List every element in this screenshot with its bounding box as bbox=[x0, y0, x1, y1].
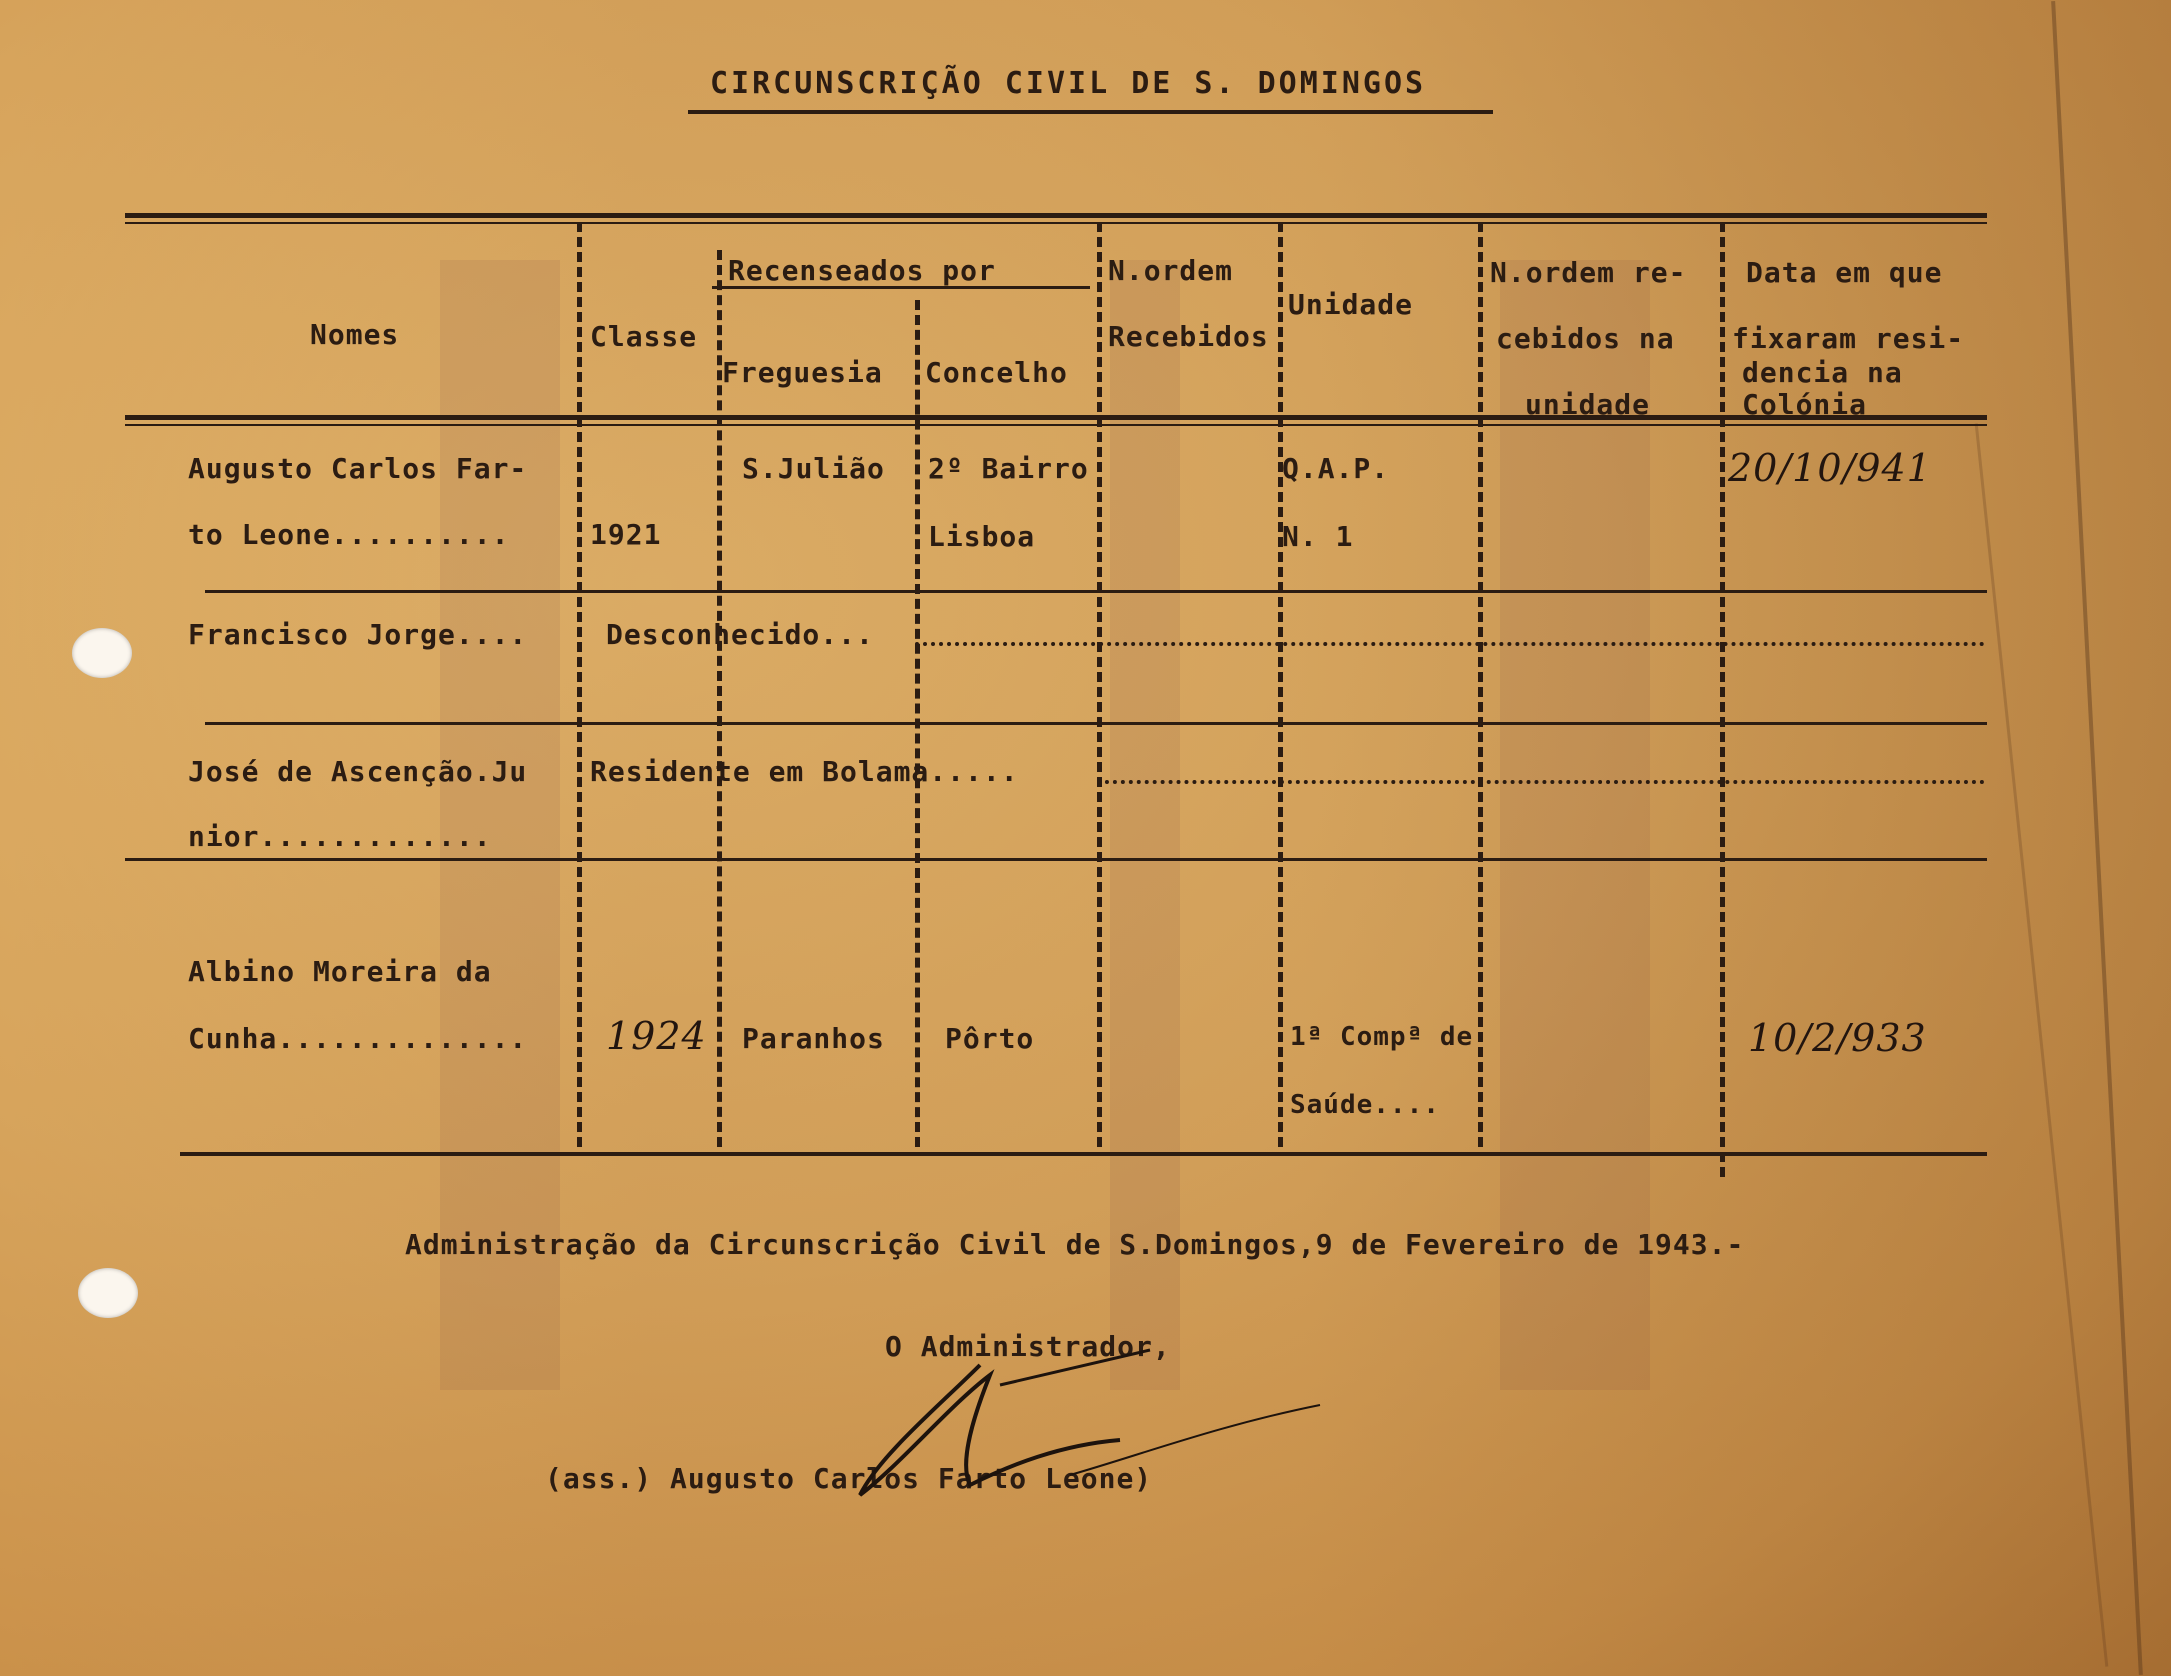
column-separator bbox=[1097, 222, 1102, 1147]
signed-name: (ass.) Augusto Carlos Farto Leone) bbox=[545, 1462, 1153, 1495]
table-bottom-rule bbox=[180, 1152, 1987, 1156]
row-name: to Leone.......... bbox=[188, 518, 510, 551]
column-separator bbox=[1478, 222, 1483, 1147]
header-nomes: Nomes bbox=[310, 318, 400, 351]
punch-hole bbox=[78, 1268, 138, 1318]
header-n-ordem: N.ordem bbox=[1108, 254, 1234, 287]
paper-fold bbox=[1975, 423, 2109, 1666]
row-concelho: 2º Bairro bbox=[928, 452, 1089, 485]
row-classe: 1921 bbox=[590, 518, 662, 551]
header-concelho: Concelho bbox=[925, 356, 1068, 389]
row-rule bbox=[125, 858, 1987, 861]
row-concelho: Pôrto bbox=[945, 1022, 1035, 1055]
header-n-ordem-unidade: cebidos na bbox=[1496, 322, 1675, 355]
table-top-rule bbox=[125, 213, 1987, 218]
header-n-ordem-unidade: N.ordem re- bbox=[1490, 256, 1687, 289]
row-note: Desconhecido... bbox=[606, 618, 874, 651]
handwritten-signature bbox=[820, 1345, 1340, 1515]
column-separator bbox=[577, 222, 582, 1147]
table-top-rule bbox=[125, 222, 1987, 224]
row-freguesia: S.Julião bbox=[742, 452, 885, 485]
row-unidade: Saúde.... bbox=[1290, 1090, 1440, 1120]
row-name: nior............. bbox=[188, 820, 492, 853]
row-name: Augusto Carlos Far- bbox=[188, 452, 528, 485]
row-concelho: Lisboa bbox=[928, 520, 1036, 553]
header-data: fixaram resi- bbox=[1732, 322, 1965, 355]
punch-hole bbox=[72, 628, 132, 678]
row-classe: 1924 bbox=[606, 1014, 707, 1058]
signatory-role: O Administrador, bbox=[885, 1330, 1171, 1363]
header-classe: Classe bbox=[590, 320, 698, 353]
place-date: Administração da Circunscrição Civil de S.Domingos,9 de Fevereiro de 1943.- bbox=[405, 1228, 1745, 1261]
header-bottom-rule bbox=[125, 415, 1987, 420]
row-data: 10/2/933 bbox=[1748, 1016, 1927, 1060]
bleed-band bbox=[1110, 260, 1180, 1390]
row-unidade: N. 1 bbox=[1282, 520, 1354, 553]
row-name: José de Ascenção.Ju bbox=[188, 755, 528, 788]
column-separator bbox=[1278, 222, 1283, 1147]
row-name: Francisco Jorge.... bbox=[188, 618, 528, 651]
title-underline bbox=[688, 110, 1493, 114]
header-freguesia: Freguesia bbox=[722, 356, 883, 389]
row-filler-dots bbox=[915, 642, 1985, 646]
row-name: Cunha.............. bbox=[188, 1022, 528, 1055]
row-rule bbox=[205, 722, 1987, 725]
bleed-band bbox=[1500, 260, 1650, 1390]
header-recenseados: Recenseados por bbox=[728, 254, 996, 287]
row-unidade: 1ª Compª de bbox=[1290, 1022, 1474, 1052]
row-data: 20/10/941 bbox=[1728, 446, 1932, 490]
row-name: Albino Moreira da bbox=[188, 955, 492, 988]
header-bottom-rule bbox=[125, 424, 1987, 426]
header-data: dencia na bbox=[1742, 356, 1903, 389]
row-filler-dots bbox=[1097, 780, 1985, 784]
row-note: Residente em Bolama..... bbox=[590, 755, 1019, 788]
document-title: CIRCUNSCRIÇÃO CIVIL DE S. DOMINGOS bbox=[710, 66, 1427, 101]
row-unidade: Q.A.P. bbox=[1282, 452, 1390, 485]
header-recebidos: Recebidos bbox=[1108, 320, 1269, 353]
header-data: Data em que bbox=[1746, 256, 1943, 289]
column-separator bbox=[1720, 222, 1725, 1177]
paper-fold bbox=[2051, 1, 2143, 1675]
header-unidade: Unidade bbox=[1288, 288, 1414, 321]
row-rule bbox=[205, 590, 1987, 593]
header-data: Colónia bbox=[1742, 388, 1868, 421]
row-freguesia: Paranhos bbox=[742, 1022, 885, 1055]
header-n-ordem-unidade: unidade bbox=[1525, 388, 1651, 421]
